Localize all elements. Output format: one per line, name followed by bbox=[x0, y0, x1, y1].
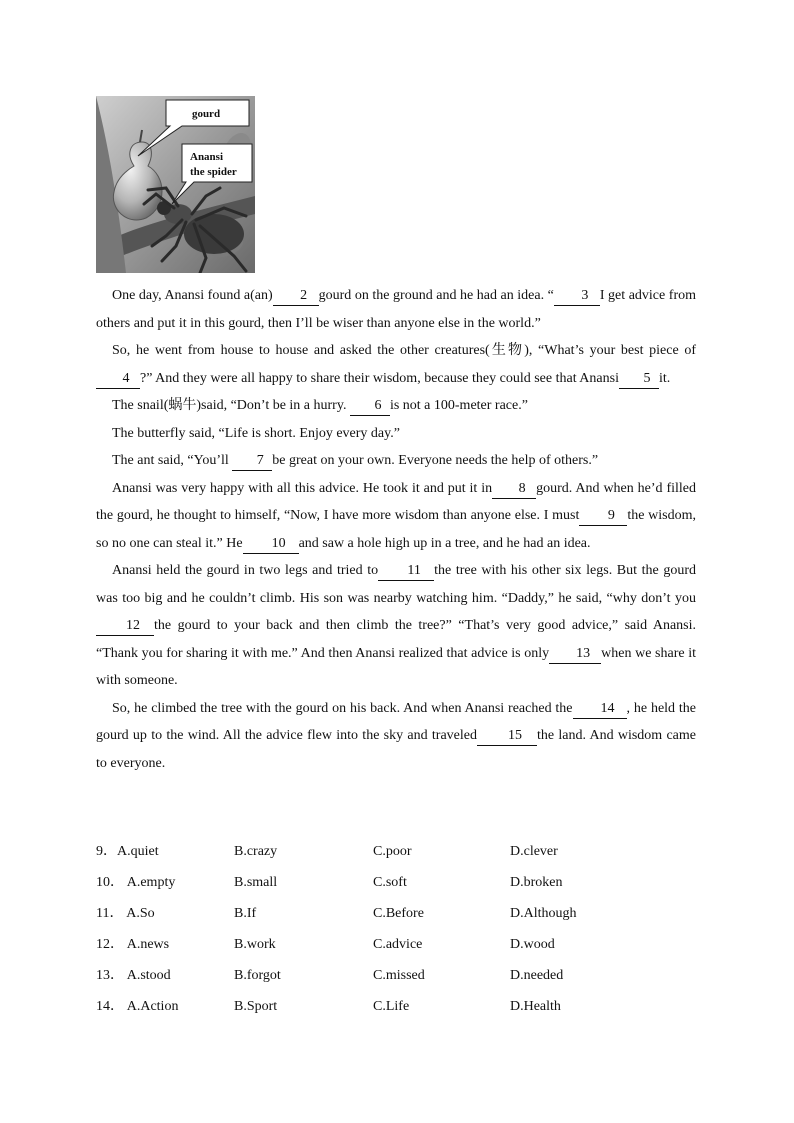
blank-15: 15 bbox=[477, 727, 537, 746]
option-num: 10． A.empty bbox=[96, 875, 176, 890]
passage-text: the gourd to your back and then climb the tree?” “That’s very good advice,” said Anansi. “Thank you for sharing it with me.” And then Anansi realized that advice is only bbox=[96, 618, 696, 661]
story-illustration bbox=[96, 96, 255, 273]
blank-11: 11 bbox=[378, 562, 434, 581]
callout-spider-line2: the spider bbox=[190, 166, 237, 178]
blank-10: 10 bbox=[243, 535, 299, 554]
passage-paragraph bbox=[96, 392, 696, 420]
passage-text: I get advice from others and put it in this gourd, then I’ll be wiser than anyone else in the world.” bbox=[96, 288, 696, 331]
option-row bbox=[96, 842, 696, 873]
option-d: D.clever bbox=[510, 844, 558, 859]
option-num: 11． A.So bbox=[96, 906, 155, 921]
passage-text: So, he climbed the tree with the gourd on his back. And when Anansi reached the bbox=[112, 700, 573, 716]
option-c: C.soft bbox=[373, 875, 407, 890]
passage-paragraph bbox=[96, 695, 696, 778]
blank-3: 3 bbox=[554, 287, 600, 306]
blank-7: 7 bbox=[232, 452, 272, 471]
passage-paragraph bbox=[96, 282, 696, 337]
option-num: 14． A.Action bbox=[96, 999, 179, 1014]
passage-text: the land. And wisdom came to everyone. bbox=[96, 728, 696, 771]
passage-text: The butterfly said, “Life is short. Enjoy every day.” bbox=[112, 425, 400, 441]
option-row bbox=[96, 904, 696, 935]
option-num: 12． A.news bbox=[96, 937, 170, 952]
blank-12: 12 bbox=[96, 617, 154, 636]
blank-6: 6 bbox=[350, 397, 390, 416]
option-num: 9．A.quiet bbox=[96, 844, 159, 859]
option-d: D.wood bbox=[510, 937, 555, 952]
passage-text: the tree with his other six legs. But the gourd was too big and he couldn’t climb. His son was nearby watching him. “Daddy,” he said, “why don’t you bbox=[96, 563, 696, 606]
passage-text: Anansi was very happy with all this advice. He took it and put it in bbox=[112, 480, 493, 496]
answer-options bbox=[96, 842, 696, 1028]
passage-text: The ant said, “You’ll bbox=[112, 453, 233, 468]
callout-spider-line1: Anansi bbox=[190, 151, 224, 163]
option-c: C.Before bbox=[373, 906, 424, 921]
passage-paragraph bbox=[96, 475, 696, 558]
passage-text: gourd. And when he’d filled the gourd, he thought to himself, “Now, I have more wisdom than anyone else. I must bbox=[96, 480, 696, 523]
passage-text: when we share it with someone. bbox=[96, 645, 696, 688]
option-b: B.small bbox=[234, 875, 278, 890]
option-d: D.Health bbox=[510, 999, 561, 1014]
option-row bbox=[96, 997, 696, 1028]
option-num: 13． A.stood bbox=[96, 968, 171, 983]
passage-paragraph bbox=[96, 420, 696, 448]
passage-text: be great on your own. Everyone needs the help of others.” bbox=[272, 453, 599, 468]
blank-8: 8 bbox=[492, 480, 536, 499]
blank-4: 4 bbox=[96, 370, 140, 389]
option-c: C.Life bbox=[373, 999, 410, 1014]
passage-paragraph bbox=[96, 447, 696, 475]
option-c: C.missed bbox=[373, 968, 425, 983]
callout-gourd-label: gourd bbox=[191, 108, 221, 120]
option-row bbox=[96, 873, 696, 904]
blank-9: 9 bbox=[579, 507, 627, 526]
passage-text: ?” And they were all happy to share their wisdom, because they could see that Anansi bbox=[140, 370, 619, 386]
passage-text: the wisdom, so no one can steal it.” He bbox=[96, 508, 696, 551]
option-b: B.forgot bbox=[234, 968, 281, 983]
blank-14: 14 bbox=[573, 700, 627, 719]
passage-text: One day, Anansi found a(an) bbox=[112, 288, 273, 303]
passage-text: Anansi held the gourd in two legs and tried to bbox=[112, 563, 379, 578]
option-row bbox=[96, 935, 696, 966]
blank-13: 13 bbox=[549, 645, 601, 664]
passage-text: So, he went from house to house and asked the other creatures(生物), “What’s your best piece of bbox=[112, 343, 696, 358]
option-row bbox=[96, 966, 696, 997]
passage-text: it. bbox=[658, 370, 671, 386]
passage-paragraph bbox=[96, 337, 696, 392]
option-b: B.If bbox=[234, 906, 257, 921]
passage-text: and saw a hole high up in a tree, and he had an idea. bbox=[298, 535, 591, 551]
option-b: B.Sport bbox=[234, 999, 278, 1014]
option-d: D.broken bbox=[510, 875, 563, 890]
passage-text: , he held the gourd up to the wind. All the advice flew into the sky and traveled bbox=[96, 700, 697, 743]
blank-5: 5 bbox=[619, 370, 659, 389]
option-d: D.Although bbox=[510, 906, 577, 921]
option-b: B.work bbox=[234, 937, 276, 952]
passage-text: gourd on the ground and he had an idea. “ bbox=[318, 288, 554, 303]
option-c: C.advice bbox=[373, 937, 423, 952]
option-b: B.crazy bbox=[234, 844, 278, 859]
passage-text: is not a 100-meter race.” bbox=[389, 398, 528, 413]
cloze-passage bbox=[96, 282, 696, 777]
passage-text: The snail(蜗牛)said, “Don’t be in a hurry. bbox=[112, 398, 350, 413]
option-d: D.needed bbox=[510, 968, 564, 983]
option-c: C.poor bbox=[373, 844, 412, 859]
blank-2: 2 bbox=[273, 287, 319, 306]
passage-paragraph bbox=[96, 557, 696, 695]
